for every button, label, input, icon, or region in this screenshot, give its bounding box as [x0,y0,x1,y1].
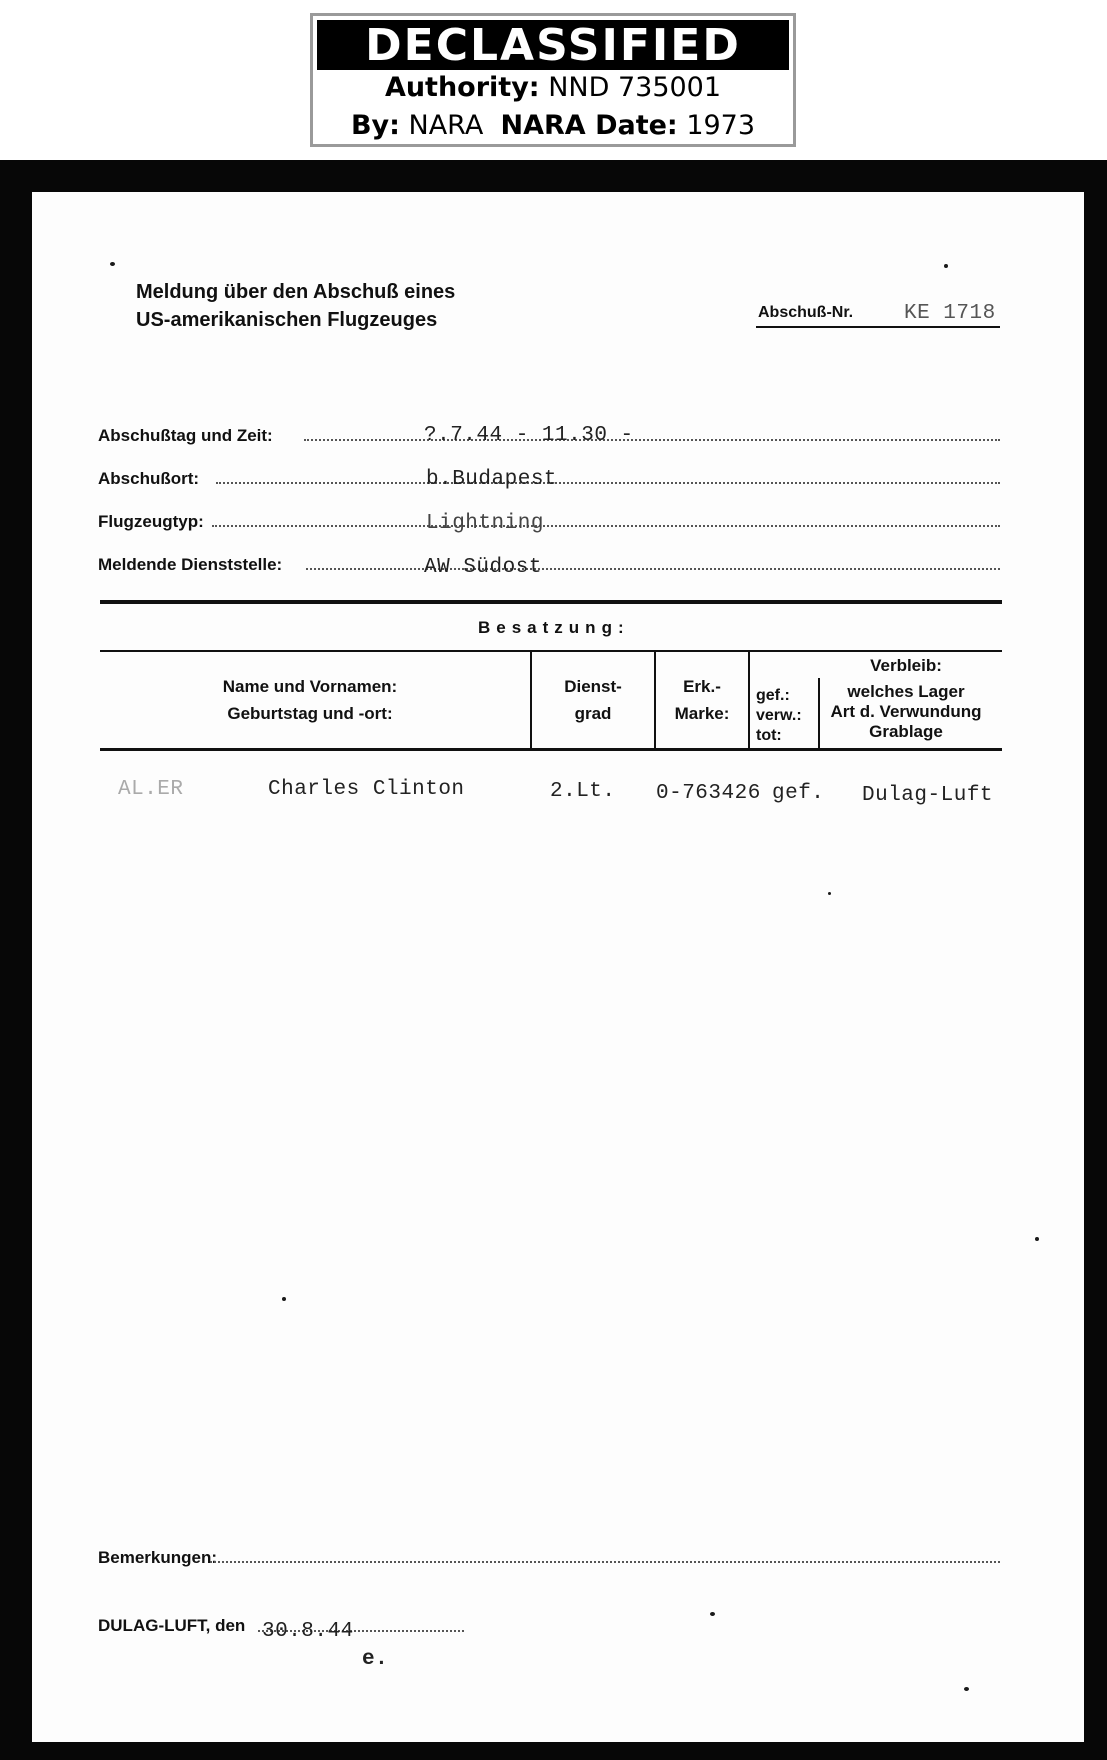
column-header-erk-line-1: Erk.- [683,677,721,696]
scan-speck [110,262,115,266]
column-header-erk [658,676,746,724]
stamp-authority-line [313,72,793,103]
column-header-verbleib-line-1: welches Lager [847,682,965,701]
field-value-place: b.Budapest [426,468,558,491]
document-page [32,192,1084,1742]
abschuss-nr-value: KE 1718 [904,302,996,325]
column-header-name [180,676,440,724]
remarks-dots [210,1561,1000,1563]
crew-heading: Besatzung: [478,618,630,637]
field-label-reporting-unit: Meldende Dienststelle: [98,555,283,574]
crew-status: gef. [772,782,825,805]
field-dots-reporting-unit [306,568,1000,570]
column-header-name-line-2: Geburtstag und -ort: [227,704,393,723]
column-header-status-line-3: tot: [756,727,782,744]
stamp-by-value: NARA [408,110,484,141]
crew-verbleib: Dulag-Luft [862,784,994,807]
scan-speck [710,1612,715,1616]
crew-erk: 0-763426 [656,782,761,805]
field-label-date-time: Abschußtag und Zeit: [98,426,273,445]
column-header-rank [534,676,652,724]
column-header-verbleib-title: Verbleib: [870,656,942,675]
remarks-label: Bemerkungen: [98,1548,218,1567]
stamp-date-label: NARA Date: [500,110,678,141]
column-header-verbleib [818,656,994,742]
form-title-line-2: US-amerikanischen Flugzeuges [136,309,438,331]
abschuss-nr-label: Abschuß-Nr. [758,304,854,321]
scan-speck [964,1687,969,1691]
scan-speck [828,892,831,895]
column-header-name-line-1: Name und Vornamen: [222,677,398,696]
column-header-rank-line-2: grad [574,704,612,723]
crew-given-name: Charles Clinton [268,778,465,801]
field-dots-aircraft-type [212,525,1000,527]
form-title [136,278,455,334]
column-header-erk-line-2: Marke: [674,704,730,723]
column-header-status [756,686,802,746]
stamp-authority-label: Authority: [384,72,540,103]
scan-speck [282,1297,286,1301]
field-value-date-time: ?.7.44 - 11.30 - [424,424,634,447]
abschuss-nr-underline [756,326,1000,328]
column-divider [748,652,750,748]
field-label-aircraft-type: Flugzeugtyp: [98,512,204,531]
form-title-line-1: Meldung über den Abschuß eines [136,281,456,303]
crew-top-rule [100,600,1002,604]
stamp-date-value: 1973 [686,110,756,141]
place-label: DULAG-LUFT, den [98,1616,246,1635]
signature-mark: e. [362,1648,389,1671]
stamp-title: DECLASSIFIED [317,20,789,70]
column-header-verbleib-line-3: Grablage [869,722,943,741]
scan-speck [1035,1237,1039,1241]
crew-surname: AL.ER [118,778,184,801]
stamp-by-line [313,110,793,141]
field-value-reporting-unit: AW Südost [424,556,542,579]
crew-header-bottom-rule [100,748,1002,751]
column-header-status-line-1: gef.: [756,687,790,704]
column-divider [530,652,532,748]
field-value-aircraft-type: Lightning [426,512,544,535]
field-dots-place [216,482,1000,484]
column-header-rank-line-1: Dienst- [564,677,622,696]
scan-speck [944,264,948,268]
crew-header-top-rule [100,650,1002,652]
place-date-value: 30.8.44 [262,1620,354,1643]
column-divider [654,652,656,748]
stamp-by-label: By: [350,110,400,141]
stamp-authority-value: NND 735001 [548,72,722,103]
column-header-verbleib-line-2: Art d. Verwundung [830,702,982,721]
column-header-status-line-2: verw.: [756,707,802,724]
declassified-stamp [310,13,796,147]
crew-rank: 2.Lt. [550,780,616,803]
field-label-place: Abschußort: [98,469,200,488]
field-dots-date-time [304,439,1000,441]
